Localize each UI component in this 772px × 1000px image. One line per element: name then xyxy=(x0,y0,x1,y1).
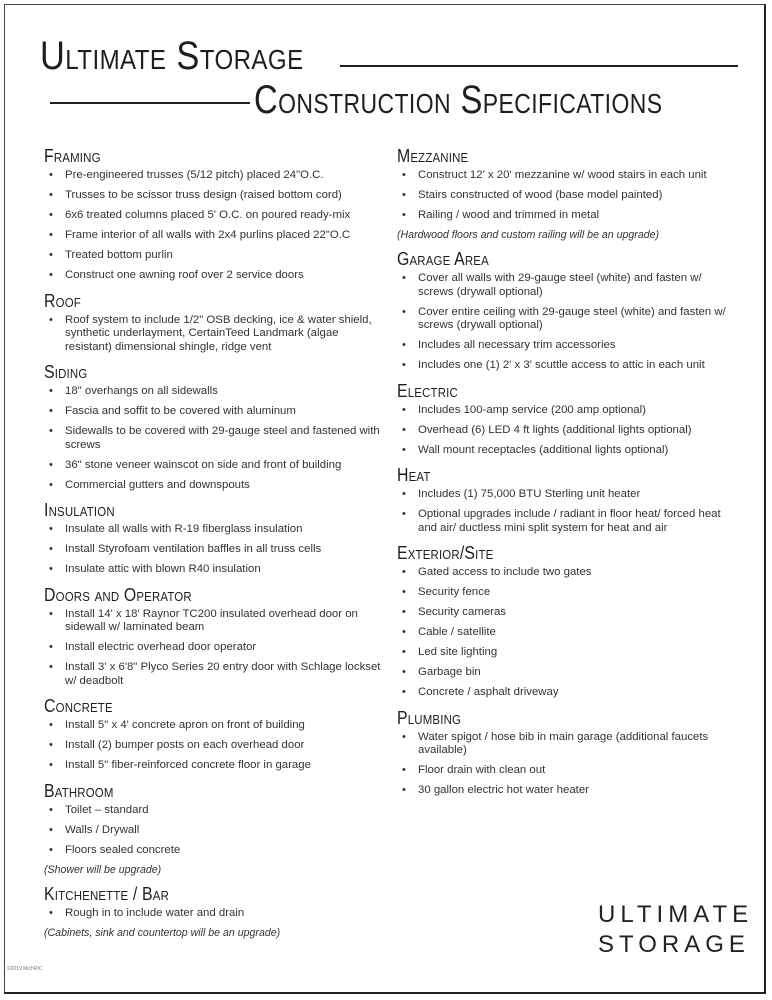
list-item: • Treated bottom purlin xyxy=(44,249,384,263)
list-item: • Construct 12' x 20' mezzanine w/ wood stairs in each unit xyxy=(397,169,732,183)
list-item: • Install Styrofoam ventilation baffles in all truss cells xyxy=(44,543,384,557)
title-rule-right xyxy=(340,65,738,67)
concrete-list xyxy=(44,719,384,773)
section-garage-area xyxy=(397,249,732,373)
section-doors-and-operator xyxy=(44,585,384,689)
section-heading: Doors and Operator xyxy=(44,584,192,605)
list-item: • 36" stone veneer wainscot on side and front of building xyxy=(44,459,384,473)
list-item: • Roof system to include 1/2" OSB decking, ice & water shield, synthetic underlayment, CertainTeed Landmark (algae resistant) dimensional shingle, ridge vent xyxy=(44,314,384,355)
list-item: • Security cameras xyxy=(397,606,732,620)
list-item: • Cable / satellite xyxy=(397,626,732,640)
logo-line-2: STORAGE xyxy=(598,931,750,958)
section-kitchenette xyxy=(44,884,384,939)
section-heading: Siding xyxy=(44,362,88,382)
page-title-line-2: Construction Specifications xyxy=(254,78,663,122)
list-item: • Includes (1) 75,000 BTU Sterling unit heater xyxy=(397,488,732,502)
section-note: (Cabinets, sink and countertop will be an upgrade) xyxy=(44,926,281,939)
garage-list xyxy=(397,272,732,373)
list-item: • Garbage bin xyxy=(397,666,732,680)
list-item: • Toilet – standard xyxy=(44,804,384,818)
heat-list xyxy=(397,488,732,535)
kitchenette-list xyxy=(44,907,384,921)
section-bathroom xyxy=(44,781,384,876)
logo-line-1: ULTIMATE xyxy=(598,901,754,928)
list-item: • 18" overhangs on all sidewalls xyxy=(44,385,384,399)
section-note: (Hardwood floors and custom railing will be an upgrade) xyxy=(397,229,660,241)
list-item: • Install 5" x 4' concrete apron on front of building xyxy=(44,719,384,733)
section-heading: Garage Area xyxy=(397,249,489,269)
copyright-text: ©2019 MichRIC xyxy=(7,966,43,972)
list-item: • Fascia and soffit to be covered with aluminum xyxy=(44,405,384,419)
list-item: • Insulate all walls with R-19 fiberglass insulation xyxy=(44,523,384,537)
left-column xyxy=(44,146,384,947)
plumbing-list xyxy=(397,731,732,798)
list-item: • Optional upgrades include / radiant in floor heat/ forced heat and air/ ductless mini split system for heat and air xyxy=(397,508,732,535)
section-heading: Insulation xyxy=(44,500,115,520)
section-heading: Electric xyxy=(397,380,458,401)
section-heading: Bathroom xyxy=(44,780,114,801)
page-title-line-1: Ultimate Storage xyxy=(40,34,304,78)
list-item: • 30 gallon electric hot water heater xyxy=(397,784,732,798)
section-heading: Kitchenette / Bar xyxy=(44,883,170,904)
list-item: • Water spigot / hose bib in main garage (additional faucets available) xyxy=(397,731,732,758)
list-item: • Commercial gutters and downspouts xyxy=(44,479,384,493)
list-item: • Includes all necessary trim accessories xyxy=(397,339,732,353)
section-electric xyxy=(397,381,732,458)
list-item: • Floor drain with clean out xyxy=(397,764,732,778)
section-plumbing xyxy=(397,708,732,798)
section-framing xyxy=(44,146,384,283)
list-item: • Frame interior of all walls with 2x4 purlins placed 22"O.C xyxy=(44,229,384,243)
doors-list xyxy=(44,608,384,689)
framing-list xyxy=(44,169,384,283)
list-item: • Railing / wood and trimmed in metal xyxy=(397,209,732,223)
list-item: • Includes one (1) 2' x 3' scuttle access to attic in each unit xyxy=(397,359,732,373)
list-item: • Security fence xyxy=(397,586,732,600)
list-item: • Insulate attic with blown R40 insulation xyxy=(44,563,384,577)
list-item: • Install electric overhead door operator xyxy=(44,641,384,655)
ultimate-storage-logo xyxy=(598,900,753,960)
electric-list xyxy=(397,404,732,458)
list-item: • Install (2) bumper posts on each overhead door xyxy=(44,739,384,753)
section-exterior-site xyxy=(397,543,732,700)
right-column xyxy=(397,146,732,806)
list-item: • Includes 100-amp service (200 amp optional) xyxy=(397,404,732,418)
list-item: • Install 5" fiber-reinforced concrete floor in garage xyxy=(44,759,384,773)
list-item: • Gated access to include two gates xyxy=(397,566,732,580)
list-item: • Walls / Drywall xyxy=(44,824,384,838)
section-siding xyxy=(44,362,384,492)
siding-list xyxy=(44,385,384,492)
list-item: • 6x6 treated columns placed 5' O.C. on poured ready-mix xyxy=(44,209,384,223)
list-item: • Overhead (6) LED 4 ft lights (additional lights optional) xyxy=(397,424,732,438)
section-heading: Exterior/Site xyxy=(397,543,494,563)
list-item: • Stairs constructed of wood (base model painted) xyxy=(397,189,732,203)
list-item: • Wall mount receptacles (additional lights optional) xyxy=(397,444,732,458)
mezzanine-list xyxy=(397,169,732,223)
section-heading: Concrete xyxy=(44,696,113,716)
section-heat xyxy=(397,465,732,535)
section-concrete xyxy=(44,696,384,773)
list-item: • Concrete / asphalt driveway xyxy=(397,686,732,700)
list-item: • Sidewalls to be covered with 29-gauge steel and fastened with screws xyxy=(44,425,384,452)
roof-list xyxy=(44,314,384,355)
section-heading: Plumbing xyxy=(397,707,462,728)
bathroom-list xyxy=(44,804,384,858)
list-item: • Cover all walls with 29-gauge steel (white) and fasten w/ screws (drywall optional) xyxy=(397,272,732,299)
list-item: • Install 3' x 6'8" Plyco Series 20 entry door with Schlage lockset w/ deadbolt xyxy=(44,661,384,688)
list-item: • Floors sealed concrete xyxy=(44,844,384,858)
section-roof xyxy=(44,291,384,355)
section-mezzanine xyxy=(397,146,732,241)
list-item: • Rough in to include water and drain xyxy=(44,907,384,921)
list-item: • Pre-engineered trusses (5/12 pitch) placed 24"O.C. xyxy=(44,169,384,183)
section-heading: Mezzanine xyxy=(397,146,469,166)
exterior-list xyxy=(397,566,732,700)
section-heading: Framing xyxy=(44,146,101,166)
insulation-list xyxy=(44,523,384,577)
list-item: • Led site lighting xyxy=(397,646,732,660)
list-item: • Trusses to be scissor truss design (raised bottom cord) xyxy=(44,189,384,203)
list-item: • Install 14' x 18' Raynor TC200 insulated overhead door on sidewall w/ laminated beam xyxy=(44,608,384,635)
section-heading: Heat xyxy=(397,465,431,485)
list-item: • Cover entire ceiling with 29-gauge steel (white) and fasten w/ screws (drywall optional) xyxy=(397,306,732,333)
section-insulation xyxy=(44,500,384,577)
title-rule-left xyxy=(50,102,250,104)
section-heading: Roof xyxy=(44,290,81,311)
list-item: • Construct one awning roof over 2 service doors xyxy=(44,269,384,283)
section-note: (Shower will be upgrade) xyxy=(44,863,162,876)
